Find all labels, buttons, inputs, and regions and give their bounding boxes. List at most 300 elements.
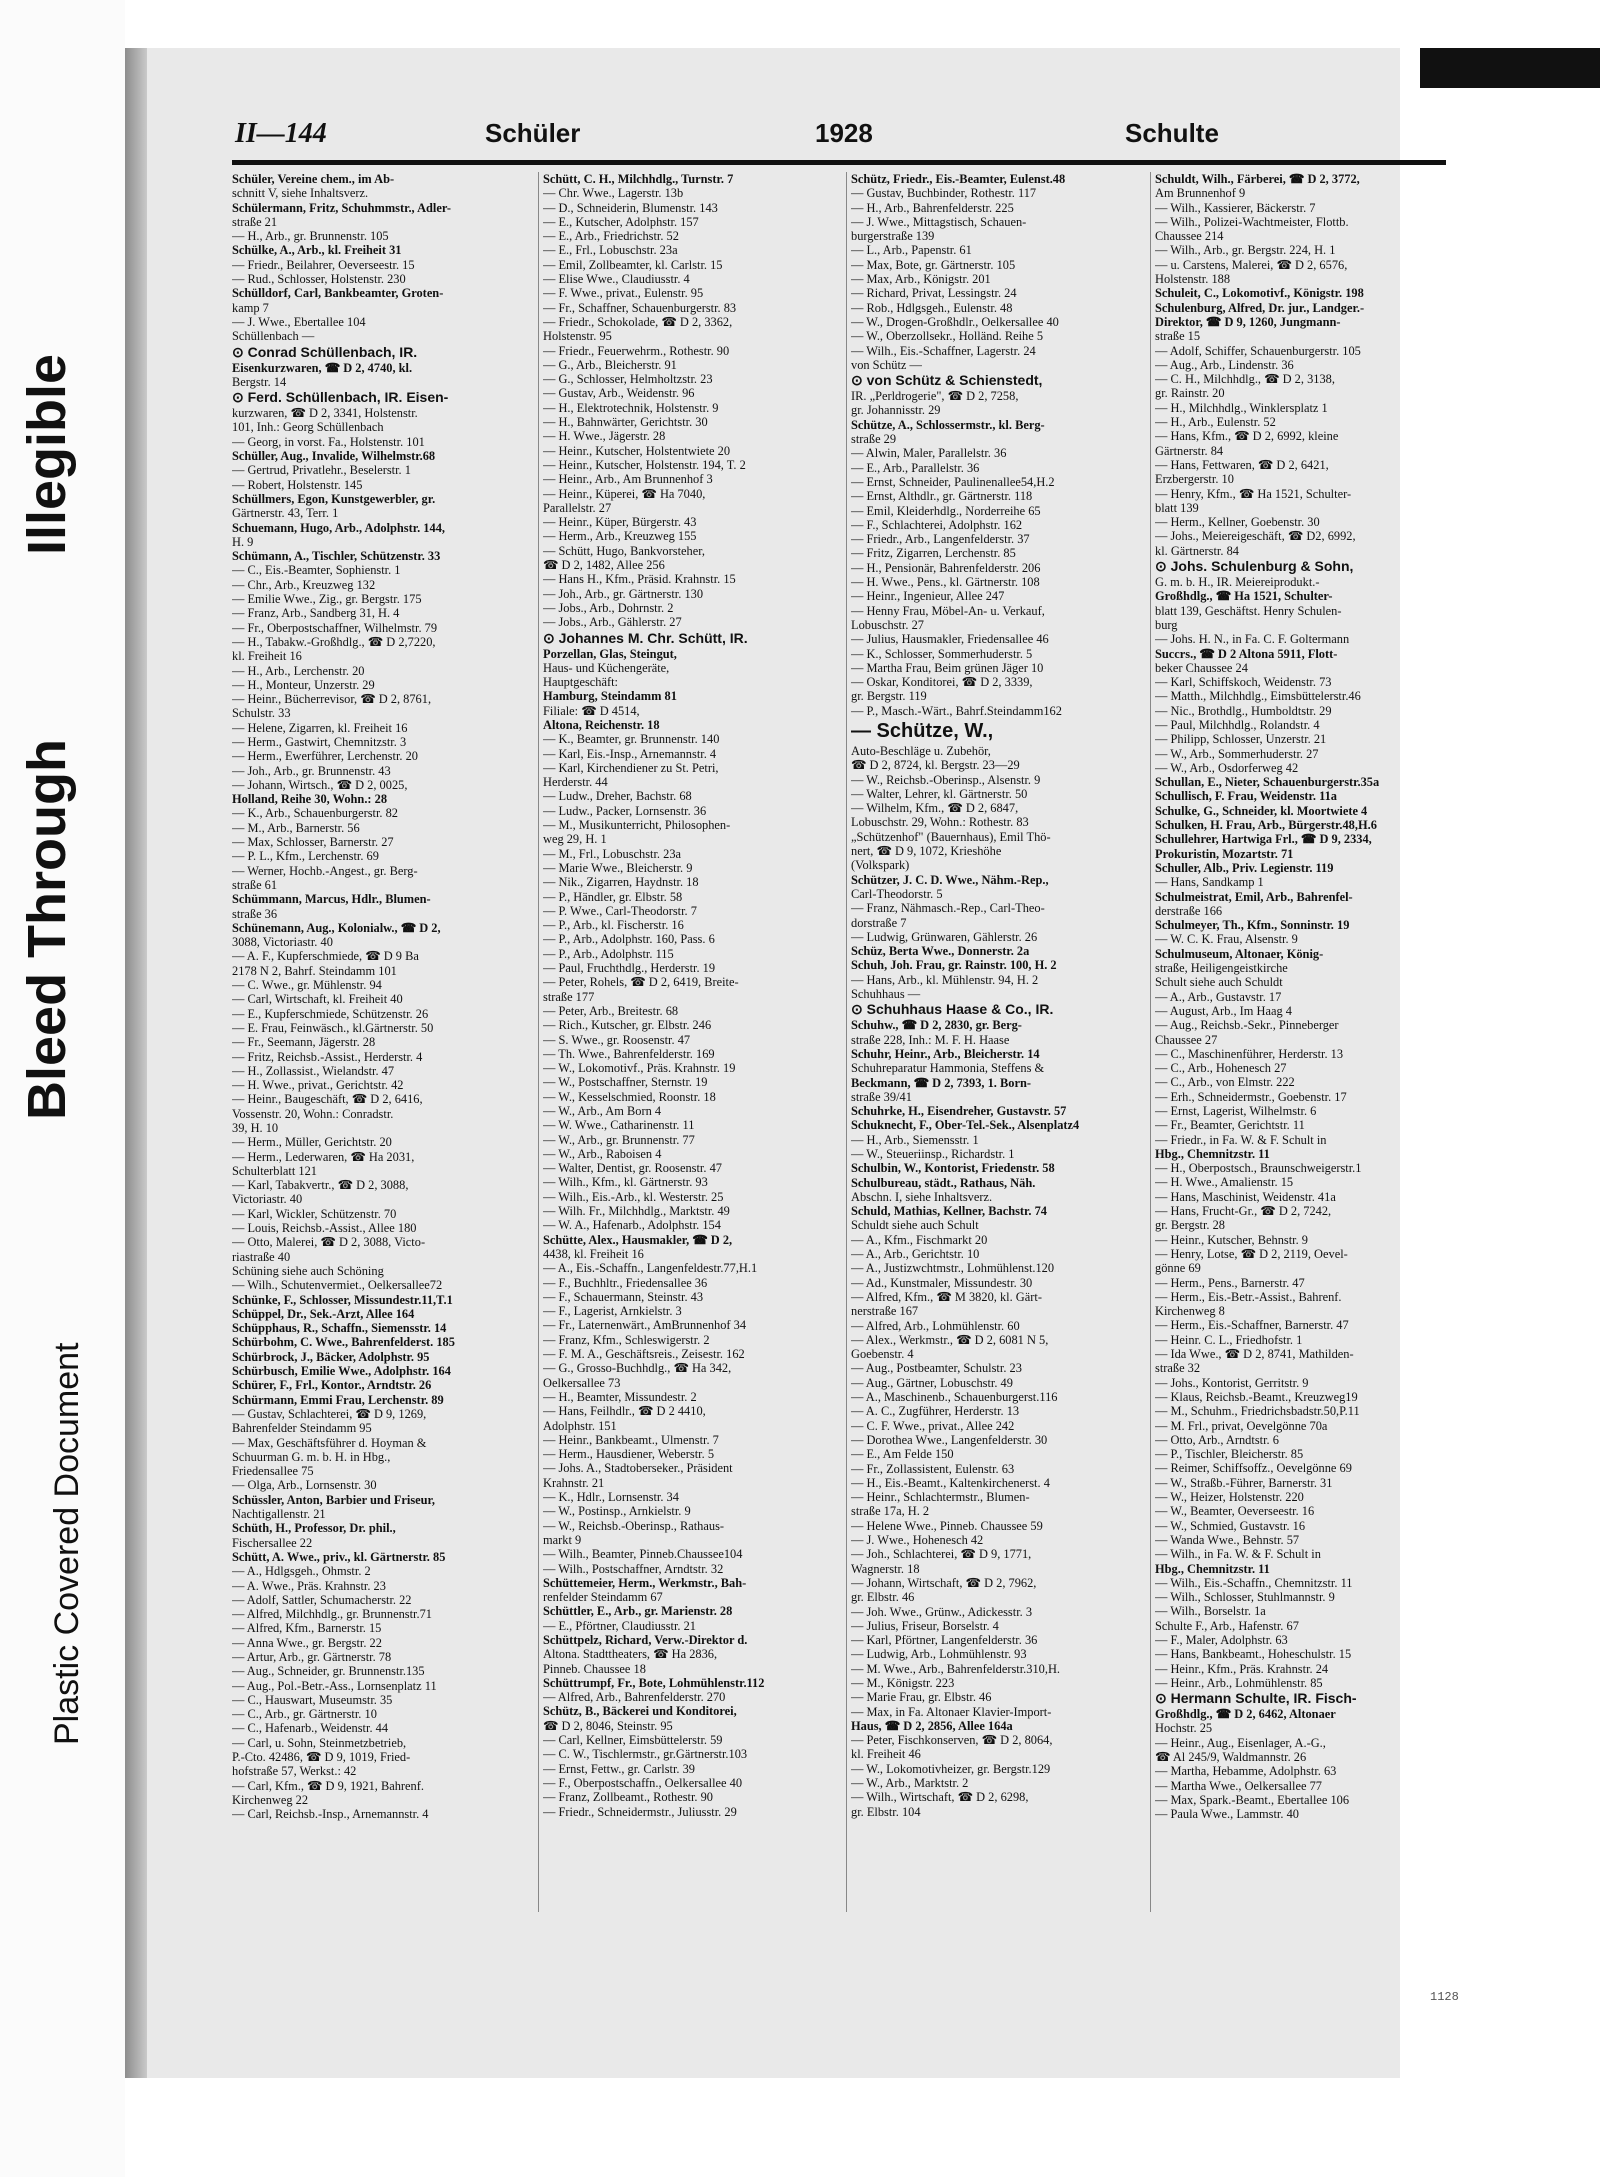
directory-entry: Schüllenbach — [232,329,315,344]
directory-entry: — K., Beamter, gr. Brunnenstr. 140 [543,732,720,747]
directory-entry: — Max, Schlosser, Barnerstr. 27 [232,835,394,850]
directory-entry: blatt 139, Geschäftst. Henry Schulen- [1155,603,1342,618]
directory-entry: — A., Arb., Gustavstr. 17 [1155,989,1282,1004]
directory-entry: straße 15 [1155,329,1201,344]
directory-entry: ⊙ Johannes M. Chr. Schütt, IR. [543,629,748,646]
directory-columns [232,172,1446,1912]
directory-entry: — Nic., Brothdlg., Humboldtstr. 29 [1155,703,1332,718]
directory-entry: — Heinr. C. L., Friedhofstr. 1 [1155,1332,1303,1347]
directory-entry: Carl-Theodorstr. 5 [851,886,943,901]
directory-entry: — W., Arb., Marktstr. 2 [851,1776,969,1791]
directory-entry: — Hans, Arb., kl. Mühlenstr. 94, H. 2 [851,972,1039,987]
directory-entry: — Wilh., Wirtschaft, ☎ D 2, 6298, [851,1790,1029,1805]
directory-entry: — Aug., Pol.-Betr.-Ass., Lornsenplatz 11 [232,1678,437,1693]
directory-entry: Schüttler, E., Arb., gr. Marienstr. 28 [543,1604,733,1619]
directory-entry: ⊙ Conrad Schüllenbach, IR. [232,343,418,360]
page-header [235,118,1445,160]
directory-entry: Parallelstr. 27 [543,500,612,515]
directory-entry: — Alfred, Arb., Bahrenfelderstr. 270 [543,1690,726,1705]
directory-entry: — H. Wwe., Amalienstr. 15 [1155,1175,1294,1190]
directory-entry: Schulbin, W., Kontorist, Friedenstr. 58 [851,1161,1055,1176]
directory-entry: straße 17a, H. 2 [851,1504,930,1519]
directory-entry: Chaussee 27 [1155,1032,1218,1047]
directory-entry: — Heinr., Kfm., Präs. Krahnstr. 24 [1155,1661,1329,1676]
directory-entry: — Gustav, Arb., Weidenstr. 96 [543,386,695,401]
directory-entry: — A. Wwe., Präs. Krahnstr. 23 [232,1578,386,1593]
directory-entry: schnitt V, siehe Inhaltsverz. [232,186,369,201]
directory-entry: weg 29, H. 1 [543,832,607,847]
directory-entry: Schuemann, Hugo, Arb., Adolphstr. 144, [232,520,445,535]
directory-entry: — G., Schlosser, Helmholtzstr. 23 [543,372,713,387]
directory-entry: Hamburg, Steindamm 81 [543,689,677,704]
directory-entry: — Marie Frau, gr. Elbstr. 46 [851,1690,992,1705]
directory-entry: — F., Buchhltr., Friedensallee 36 [543,1275,708,1290]
directory-entry: — A., Hdlgsgeh., Ohmstr. 2 [232,1564,371,1579]
directory-entry: — Adolf, Sattler, Schumacherstr. 22 [232,1592,412,1607]
directory-entry: — H., Arb., Bahrenfelderstr. 225 [851,200,1014,215]
directory-entry: kl. Freiheit 16 [232,649,302,664]
directory-entry: ☎ D 2, 8724, kl. Bergstr. 23—29 [851,758,1020,773]
directory-entry: — H. Wwe., Pens., kl. Gärtnerstr. 108 [851,575,1040,590]
directory-entry: — Friedr., Schokolade, ☎ D 2, 3362, [543,314,733,329]
directory-entry: — Paula Wwe., Lammstr. 40 [1155,1807,1299,1822]
directory-entry: IR. „Perldrogerie", ☎ D 2, 7258, [851,389,1019,404]
directory-entry: nerstraße 167 [851,1304,919,1319]
directory-entry: Vossenstr. 20, Wohn.: Conradstr. [232,1106,394,1121]
directory-entry: Schüz, Berta Wwe., Donnerstr. 2a [851,944,1030,959]
directory-entry: — H., Arb., Eulenstr. 52 [1155,415,1276,430]
directory-entry: — Rob., Hdlgsgeh., Eulenstr. 48 [851,300,1013,315]
directory-entry: — Dorothea Wwe., Langenfelderstr. 30 [851,1432,1048,1447]
directory-entry: — Chr. Wwe., Lagerstr. 13b [543,186,684,201]
directory-entry: — Wilh., Beamter, Pinneb.Chaussee104 [543,1547,743,1562]
directory-entry: — Aug., Arb., Lindenstr. 36 [1155,357,1294,372]
directory-entry: — W., Straßb.-Führer, Barnerstr. 31 [1155,1475,1333,1490]
illegible-label: Illegible [17,353,77,555]
directory-entry: — W., Heizer, Holstenstr. 220 [1155,1490,1304,1505]
directory-entry: — Wilh., Schutenvermiet., Oelkersallee72 [232,1278,443,1293]
plastic-covered-label: Plastic Covered Document [48,1342,86,1745]
directory-entry: — Hans, Feilhdlr., ☎ D 2 4410, [543,1404,706,1419]
directory-entry: Schünke, F., Schlosser, Missundestr.11,T.1 [232,1292,453,1307]
directory-entry: — Heinr., Bücherrevisor, ☎ D 2, 8761, [232,692,432,707]
directory-entry: — Hans, Fettwaren, ☎ D 2, 6421, [1155,457,1329,472]
directory-entry: Schulenburg, Alfred, Dr. jur., Landger.- [1155,300,1365,315]
directory-entry: — Walter, Dentist, gr. Roosenstr. 47 [543,1161,722,1176]
directory-entry: Schüttpelz, Richard, Verw.-Direktor d. [543,1632,748,1647]
directory-entry: ⊙ von Schütz & Schienstedt, [851,372,1043,389]
directory-entry: Hochstr. 25 [1155,1721,1213,1736]
directory-entry: Schulmeistrat, Emil, Arb., Bahrenfel- [1155,889,1353,904]
directory-entry: — G., Grosso-Buchhdlg., ☎ Ha 342, [543,1361,732,1376]
directory-entry: — A., Maschinenb., Schauenburgerst.116 [851,1390,1058,1405]
directory-entry: Schüpphaus, R., Schaffn., Siemensstr. 14 [232,1321,447,1336]
directory-entry: — Fr., Seemann, Jägerstr. 28 [232,1035,376,1050]
directory-entry: Schüssler, Anton, Barbier und Friseur, [232,1492,435,1507]
directory-entry: nert, ☎ D 9, 1072, Krieshöhe [851,844,1002,859]
directory-entry: — Paul, Milchhdlg., Rolandstr. 4 [1155,717,1320,732]
directory-entry: Adolphstr. 151 [543,1418,617,1433]
directory-entry: Bahrenfelder Steindamm 95 [232,1421,372,1436]
directory-entry: — Franz, Zollbeamt., Rothestr. 90 [543,1790,714,1805]
directory-entry: Schulmuseum, Altonaer, König- [1155,946,1324,961]
directory-entry: Schüttemeier, Herm., Werkmstr., Bah- [543,1575,747,1590]
directory-entry: — W., Steueriinsp., Richardstr. 1 [851,1147,1015,1161]
directory-entry: — Th. Wwe., Bahrenfelderstr. 169 [543,1046,715,1061]
directory-entry: — E., Arb., Friedrichstr. 52 [543,229,679,244]
directory-entry: — Max, in Fa. Altonaer Klavier-Import- [851,1704,1052,1719]
directory-entry: Hbg., Chemnitzstr. 11 [1155,1561,1270,1576]
directory-entry: — C., Arb., Hohenesch 27 [1155,1061,1287,1076]
directory-entry: — Reimer, Schiffsoffz., Oevelgönne 69 [1155,1461,1352,1476]
directory-entry: Am Brunnenhof 9 [1155,186,1246,201]
directory-entry: — J. Wwe., Mittagstisch, Schauen- [851,214,1027,229]
directory-entry: Schürbusch, Emilie Wwe., Adolphstr. 164 [232,1364,451,1379]
column-3 [846,172,1147,1912]
directory-entry: Schütze, A., Schlossermstr., kl. Berg- [851,417,1045,432]
directory-entry: kurzwaren, ☎ D 2, 3341, Holstenstr. [232,406,418,421]
directory-entry: Eisenkurzwaren, ☎ D 2, 4740, kl. [232,360,413,375]
directory-entry: — Alfred, Kfm., Barnerstr. 15 [232,1621,382,1636]
directory-entry: — W., Arb., Raboisen 4 [543,1146,662,1161]
directory-entry: — Wilhelm, Kfm., ☎ D 2, 6847, [851,801,1019,816]
directory-entry: — August, Arb., Im Haag 4 [1155,1003,1292,1018]
directory-entry: Schuh, Joh. Frau, gr. Rainstr. 100, H. 2 [851,958,1057,973]
directory-entry: — Ad., Kunstmaler, Missundestr. 30 [851,1275,1033,1290]
directory-entry: — Franz, Kfm., Schleswigerstr. 2 [543,1332,710,1347]
directory-entry: Beckmann, ☎ D 2, 7393, 1. Born- [851,1075,1031,1090]
directory-entry: Schullehrer, Hartwiga Frl., ☎ D 9, 2334, [1155,832,1372,847]
directory-entry: — Aug., Reichsb.-Sekr., Pinneberger [1155,1018,1339,1033]
directory-entry: Chaussee 214 [1155,229,1224,244]
directory-entry: — Henny Frau, Möbel-An- u. Verkauf, [851,603,1045,618]
directory-entry: 101, Inh.: Georg Schüllenbach [232,420,384,435]
directory-entry: — Anna Wwe., gr. Bergstr. 22 [232,1635,382,1650]
directory-entry: 2178 N 2, Bahrf. Steindamm 101 [232,963,397,978]
directory-entry: — Max, Spark.-Beamt., Ebertallee 106 [1155,1792,1350,1807]
directory-entry: — C., Arb., von Elmstr. 222 [1155,1075,1295,1090]
directory-entry: gr. Bergstr. 28 [1155,1218,1225,1233]
directory-entry: — Wilh., Borselstr. 1a [1155,1604,1266,1619]
header-rule [232,160,1446,165]
directory-entry: gönne 69 [1155,1261,1201,1276]
directory-entry: — Fr., Oberpostschaffner, Wilhelmstr. 79 [232,620,438,635]
directory-entry: Lobuschstr. 27 [851,617,924,632]
directory-entry: — Friedr., Arb., Langenfelderstr. 37 [851,532,1030,547]
directory-entry: Schüttrumpf, Fr., Bote, Lohmühlenstr.112 [543,1675,765,1690]
directory-entry: gr. Elbstr. 46 [851,1590,915,1605]
directory-entry: — F., Lagerist, Arnkielstr. 3 [543,1304,682,1319]
directory-entry: Großhdlg., ☎ D 2, 6462, Altonaer [1155,1707,1336,1722]
directory-entry: — H., Beamter, Missundestr. 2 [543,1389,697,1404]
directory-entry: — Karl, Wickler, Schützenstr. 70 [232,1206,397,1221]
directory-entry: — H., Tabakw.-Großhdlg., ☎ D 2,7220, [232,634,436,649]
directory-entry: kl. Gärtnerstr. 84 [1155,543,1239,558]
directory-entry: — Friedr., Beilahrer, Oeverseestr. 15 [232,257,415,272]
directory-entry: — Heinr., Schlachtermstr., Blumen- [851,1490,1030,1505]
directory-entry: Schürer, F., Frl., Kontor., Arndtstr. 26 [232,1378,432,1393]
directory-entry: Schümmann, Marcus, Hdlr., Blumen- [232,892,431,907]
directory-entry: gr. Bergstr. 119 [851,689,927,704]
directory-entry: — Wilh. Fr., Milchhdlg., Marktstr. 49 [543,1204,730,1219]
directory-entry: — W., Postschaffner, Sternstr. 19 [543,1075,708,1090]
directory-entry: ☎ D 2, 1482, Allee 256 [543,558,665,573]
directory-entry: — F., Schlachterei, Adolphstr. 162 [851,517,1023,532]
directory-entry: Succrs., ☎ D 2 Altona 5911, Flott- [1155,646,1338,661]
directory-entry: — Marie Wwe., Bleicherstr. 9 [543,860,693,875]
directory-entry: — Heinr., Kutscher, Holstenstr. 194, T. 2 [543,457,746,472]
directory-entry: — H., Arb., gr. Brunnenstr. 105 [232,229,389,244]
directory-entry: dorstraße 7 [851,915,907,930]
directory-entry: Abschn. I, siehe Inhaltsverz. [851,1189,993,1204]
directory-entry: — Peter, Fischkonserven, ☎ D 2, 8064, [851,1733,1053,1748]
directory-entry: ⊙ Ferd. Schüllenbach, IR. Eisen- [232,389,449,406]
directory-entry: straße 29 [851,432,897,447]
directory-entry: Schulterblatt 121 [232,1163,317,1178]
directory-entry: Schütz, B., Bäckerei und Konditorei, [543,1704,737,1719]
directory-entry: Friedensallee 75 [232,1464,314,1479]
directory-entry: — E., Arb., Parallelstr. 36 [851,460,980,475]
directory-entry: — C. W., Tischlermstr., gr.Gärtnerstr.103 [543,1747,748,1762]
directory-entry: — E., Kupferschmiede, Schützenstr. 26 [232,1006,429,1021]
directory-entry: straße 36 [232,906,278,921]
directory-entry: Schüller, Aug., Invalide, Wilhelmstr.68 [232,449,436,464]
directory-entry: — C., Hauswart, Museumstr. 35 [232,1692,393,1707]
directory-entry: — Herm., Kellner, Goebenstr. 30 [1155,515,1320,530]
directory-entry: Victoriastr. 40 [232,1192,303,1207]
directory-entry: — H. Wwe., Jägerstr. 28 [543,429,666,444]
directory-entry: Schümann, A., Tischler, Schützenstr. 33 [232,549,441,564]
directory-entry: Schuld, Mathias, Kellner, Bachstr. 74 [851,1204,1047,1219]
directory-entry: — Heinr., Bankbeamt., Ulmenstr. 7 [543,1432,719,1447]
directory-entry: — Joh., Arb., gr. Gärtnerstr. 130 [543,586,704,601]
directory-entry: Schuhreparatur Hammonia, Steffens & [851,1061,1045,1076]
directory-entry: — Herm., Ewerführer, Lerchenstr. 20 [232,749,418,764]
directory-entry: — Emil, Zollbeamter, kl. Carlstr. 15 [543,257,723,272]
directory-entry: — W., Postinsp., Arnkielstr. 9 [543,1504,691,1519]
directory-entry: Schüllmers, Egon, Kunstgewerbler, gr. [232,491,436,506]
directory-entry: — Friedr., Feuerwehrm., Rothestr. 90 [543,343,730,358]
directory-entry: — C. F. Wwe., privat., Allee 242 [851,1418,1015,1433]
directory-entry: — Jobs., Arb., Gählerstr. 27 [543,615,682,630]
directory-entry: — W., Beamter, Oeverseestr. 16 [1155,1504,1315,1519]
directory-entry: Erzbergerstr. 10 [1155,472,1234,487]
first-entry-word: Schüler [485,118,581,148]
directory-entry: burgerstraße 139 [851,229,935,244]
directory-entry: markt 9 [543,1532,582,1547]
directory-entry: — Nik., Zigarren, Haydnstr. 18 [543,875,699,890]
directory-entry: — Karl, Schiffskoch, Weidenstr. 73 [1155,675,1332,690]
directory-entry: Schütt, A. Wwe., priv., kl. Gärtnerstr. 85 [232,1549,446,1564]
directory-entry: — Hans, Maschinist, Weidenstr. 41a [1155,1189,1336,1204]
directory-entry: — D., Schneiderin, Blumenstr. 143 [543,200,718,215]
directory-entry: — W., Reichsb.-Oberinsp., Alsenstr. 9 [851,772,1041,787]
directory-entry: Schulstr. 33 [232,706,291,721]
directory-entry: — Hans H., Kfm., Präsid. Krahnstr. 15 [543,572,736,587]
directory-entry: — Herm., Müller, Gerichtstr. 20 [232,1135,392,1150]
directory-entry: — Friedr., in Fa. W. & F. Schult in [1155,1132,1327,1147]
directory-entry: — Joh., Arb., gr. Brunnenstr. 43 [232,763,391,778]
directory-entry: — H., Oberpostsch., Braunschweigerstr.1 [1155,1161,1362,1176]
directory-entry: — Otto, Arb., Arndtstr. 6 [1155,1432,1279,1447]
directory-entry: Krahnstr. 21 [543,1475,605,1490]
directory-entry: — A. F., Kupferschmiede, ☎ D 9 Ba [232,949,419,964]
directory-entry: — Wilh., Eis.-Schaffn., Chemnitzstr. 11 [1155,1575,1353,1590]
directory-entry: — Julius, Hausmakler, Friedensallee 46 [851,632,1049,647]
directory-entry: — Richard, Privat, Lessingstr. 24 [851,286,1017,301]
directory-entry: — Peter, Rohels, ☎ D 2, 6419, Breite- [543,975,739,990]
directory-entry: — Carl, u. Sohn, Steinmetzbetrieb, [232,1735,407,1750]
bleed-through-label: Bleed Through [17,739,77,1120]
directory-entry: — W., Arb., Sommerhuderstr. 27 [1155,746,1319,761]
directory-entry: — Louis, Reichsb.-Assist., Allee 180 [232,1221,417,1236]
directory-entry: — Wilh., Kassierer, Bäckerstr. 7 [1155,200,1316,215]
directory-entry: Herderstr. 44 [543,775,608,790]
directory-entry: — P., Händler, gr. Elbstr. 58 [543,889,683,904]
directory-entry: — W. C. K. Frau, Alsenstr. 9 [1155,932,1298,947]
directory-entry: Schütte, Alex., Hausmakler, ☎ D 2, [543,1232,733,1247]
directory-entry: Pinneb. Chaussee 18 [543,1661,646,1676]
directory-entry: — W. Wwe., Catharinenstr. 11 [543,1118,695,1133]
directory-entry: straße 228, Inh.: M. F. H. Haase [851,1032,1010,1047]
directory-entry: blatt 139 [1155,500,1199,515]
directory-entry: — W., Oberzollsekr., Holländ. Reihe 5 [851,329,1044,344]
directory-entry: — S. Wwe., gr. Roosenstr. 47 [543,1032,691,1047]
directory-entry: — Franz, Nähmasch.-Rep., Carl-Theo- [851,901,1045,916]
directory-entry: — F. Wwe., privat., Eulenstr. 95 [543,286,704,301]
directory-entry: Schulken, H. Frau, Arb., Bürgerstr.48,H.6 [1155,818,1377,833]
directory-entry: — Chr., Arb., Kreuzweg 132 [232,577,376,592]
directory-entry: — H., Bahnwärter, Gerichtstr. 30 [543,415,708,430]
directory-entry: — Franz, Arb., Sandberg 31, H. 4 [232,606,400,621]
directory-entry: — Gertrud, Privatlehr., Beselerstr. 1 [232,463,411,478]
directory-entry: — A. C., Zugführer, Herderstr. 13 [851,1404,1020,1419]
directory-entry: — Heinr., Arb., Am Brunnenhof 3 [543,472,713,487]
directory-entry: Haus- und Küchengeräte, [543,660,670,675]
directory-entry: — Aug., Postbeamter, Schulstr. 23 [851,1361,1022,1376]
directory-entry: — K., Hdlr., Lornsenstr. 34 [543,1490,679,1505]
directory-entry: — Johs., Meiereigeschäft, ☎ D2, 6992, [1155,529,1356,544]
directory-entry: — Herm., Eis.-Schaffner, Barnerstr. 47 [1155,1318,1349,1333]
directory-entry: — H., Eis.-Beamt., Kaltenkirchenerst. 4 [851,1475,1050,1490]
directory-entry: — Alfred, Milchhdlg., gr. Brunnenstr.71 [232,1607,432,1622]
directory-entry: Schuhw., ☎ D 2, 2830, gr. Berg- [851,1018,1022,1033]
directory-entry: Lobuschstr. 29, Wohn.: Rothestr. 83 [851,815,1029,830]
directory-entry: Schuller, Alb., Priv. Legienstr. 119 [1155,860,1334,875]
directory-entry: — A., Arb., Gerichtstr. 10 [851,1247,980,1262]
directory-entry: — W., Schmied, Gustavstr. 16 [1155,1518,1306,1533]
directory-entry: Fischersallee 22 [232,1535,313,1550]
directory-entry: Altona. Stadttheaters, ☎ Ha 2836, [543,1647,718,1662]
directory-entry: — Henry, Kfm., ☎ Ha 1521, Schulter- [1155,486,1352,501]
directory-entry: — Fr., Beamter, Gerichtstr. 11 [1155,1118,1305,1133]
directory-entry: — J. Wwe., Ebertallee 104 [232,314,366,329]
directory-entry: — P., Masch.-Wärt., Bahrf.Steindamm162 [851,703,1062,718]
directory-entry: — Joh., Schlachterei, ☎ D 9, 1771, [851,1547,1032,1562]
directory-entry: Direktor, ☎ D 9, 1260, Jungmann- [1155,314,1341,329]
directory-entry: Schullisch, F. Frau, Weidenstr. 11a [1155,789,1337,804]
directory-entry: — Herm., Hausdiener, Weberstr. 5 [543,1447,715,1462]
directory-entry: — Ernst, Schneider, Paulinenallee54,H.2 [851,474,1055,489]
directory-entry: Schulmeyer, Th., Kfm., Sonninstr. 19 [1155,918,1350,933]
directory-entry: — Alfred, Arb., Lohmühlenstr. 60 [851,1318,1020,1333]
directory-entry: — Gustav, Buchbinder, Rothestr. 117 [851,186,1037,201]
directory-entry: — K., Arb., Schauenburgerstr. 82 [232,806,398,821]
directory-entry: P.-Cto. 42486, ☎ D 9, 1019, Fried- [232,1750,411,1765]
column-1 [232,172,528,1912]
directory-entry: — Heinr., Baugeschäft, ☎ D 2, 6416, [232,1092,423,1107]
directory-entry: — Max, Geschäftsführer d. Hoyman & [232,1435,427,1450]
directory-entry: — Carl, Reichsb.-Insp., Arnemannstr. 4 [232,1807,429,1822]
directory-entry: renfelder Steindamm 67 [543,1590,663,1605]
directory-entry: Hauptgeschäft: [543,675,619,690]
directory-entry: Schürmann, Emmi Frau, Lerchenstr. 89 [232,1392,444,1407]
directory-entry: — Aug., Gärtner, Lobuschstr. 49 [851,1375,1013,1390]
directory-entry: Haus, ☎ D 2, 2856, Allee 164a [851,1718,1013,1733]
directory-entry: riastraße 40 [232,1249,291,1264]
directory-entry: Holland, Reihe 30, Wohn.: 28 [232,792,388,807]
directory-entry: — Carl, Wirtschaft, kl. Freiheit 40 [232,992,403,1007]
directory-entry: — Georg, in vorst. Fa., Holstenstr. 101 [232,434,425,449]
directory-entry: — Fritz, Zigarren, Lerchenstr. 85 [851,546,1016,561]
page-number: II—144 [235,118,327,149]
directory-entry: — Alwin, Maler, Parallelstr. 36 [851,446,1007,461]
directory-entry: Goebenstr. 4 [851,1347,914,1362]
directory-entry: Schürbrock, J., Bäcker, Adolphstr. 95 [232,1349,430,1364]
directory-entry: — W., Arb., Osdorferweg 42 [1155,760,1299,775]
directory-entry: H. 9 [232,534,254,549]
directory-entry: — Martha, Hebamme, Adolphstr. 63 [1155,1764,1337,1779]
directory-entry: — H., Zollassist., Wielandstr. 47 [232,1063,395,1078]
directory-entry: — Klaus, Reichsb.-Beamt., Kreuzweg19 [1155,1389,1358,1404]
directory-entry: straße 21 [232,214,278,229]
directory-entry: — Fr., Laternenwärt., AmBrunnenhof 34 [543,1318,747,1333]
directory-entry: — Heinr., Kutscher, Holstentwiete 20 [543,443,731,458]
directory-entry: straße, Heiligengeistkirche [1155,961,1288,976]
directory-entry: — Johann, Wirtsch., ☎ D 2, 0025, [232,777,408,792]
directory-entry: Schülldorf, Carl, Bankbeamter, Groten- [232,286,444,301]
directory-entry: — Hans, Bankbeamt., Hoheschulstr. 15 [1155,1647,1352,1662]
directory-entry: — Peter, Arb., Breitestr. 68 [543,1003,679,1018]
directory-entry: — P., Arb., Adolphstr. 115 [543,946,674,961]
directory-entry: gr. Johannisstr. 29 [851,403,941,418]
directory-entry: — Wilh., in Fa. W. & F. Schult in [1155,1547,1321,1562]
directory-entry: — F., Schauermann, Steinstr. 43 [543,1289,704,1304]
directory-entry: straße 32 [1155,1361,1201,1376]
directory-entry: — C., Hafenarb., Weidenstr. 44 [232,1721,389,1736]
directory-entry: — E., Kutscher, Adolphstr. 157 [543,214,699,229]
directory-entry: G. m. b. H., IR. Meiereiprodukt.- [1155,575,1320,590]
directory-entry: — F., Maler, Adolphstr. 63 [1155,1632,1288,1647]
directory-entry: straße 61 [232,877,278,892]
directory-entry: straße 39/41 [851,1089,912,1104]
directory-entry: Schüth, H., Professor, Dr. phil., [232,1521,396,1536]
directory-entry: — Friedr., Schneidermstr., Juliusstr. 29 [543,1804,737,1819]
directory-entry: — Jobs., Arb., Dohrnstr. 2 [543,600,674,615]
directory-entry: — Robert, Holstenstr. 145 [232,477,363,492]
directory-entry: Schuldt, Wilh., Färberei, ☎ D 2, 3772, [1155,172,1360,186]
directory-entry: kl. Freiheit 46 [851,1747,921,1762]
directory-entry: Gärtnerstr. 84 [1155,443,1224,458]
directory-entry: — Johs. H. N., in Fa. C. F. Goltermann [1155,632,1350,647]
directory-entry: — Max, Arb., Königstr. 201 [851,272,991,287]
directory-entry: — Philipp, Schlosser, Unzerstr. 21 [1155,732,1327,747]
directory-entry: 39, H. 10 [232,1121,279,1135]
directory-entry: Bergstr. 14 [232,374,287,389]
directory-entry: ⊙ Johs. Schulenburg & Sohn, [1155,558,1354,575]
directory-entry: — H., Pensionär, Bahrenfelderstr. 206 [851,560,1041,575]
page-edge [125,48,147,2078]
